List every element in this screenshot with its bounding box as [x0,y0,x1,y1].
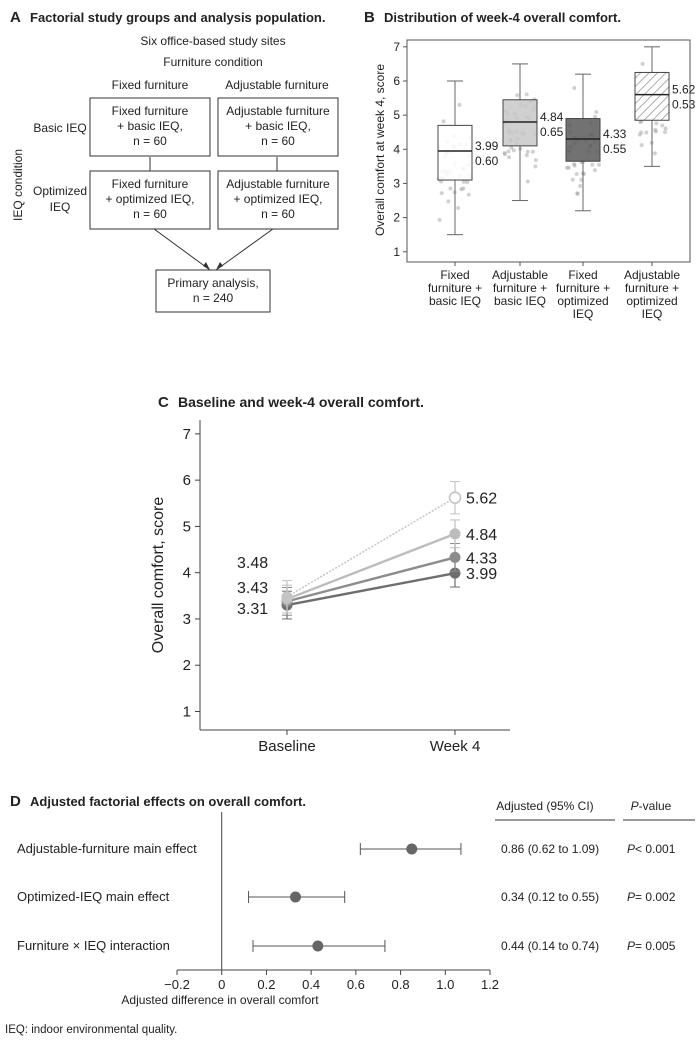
row-label: Adjustable-furniture main effect [17,841,197,856]
x-tick-label: IEQ [572,307,594,321]
data-point [597,163,601,167]
p-value-text: P= 0.005 [627,939,676,953]
series-line [287,557,455,601]
week4-value-label: 4.84 [466,526,498,544]
x-tick-label: furniture + [555,281,611,295]
series-point [450,552,461,563]
x-tick-label: Fixed [568,268,598,282]
x-tick-label: basic IEQ [428,294,482,308]
baseline-value-label: 3.48 [237,555,269,572]
sd-label: 0.55 [603,142,627,157]
data-point [442,119,446,123]
estimate-column-header: Adjusted (95% CI) [496,799,594,813]
panel-d-xlabel: Adjusted difference in overall comfort [121,993,319,1007]
group-box-text: + basic IEQ, [117,119,183,133]
group-box-text: n = 60 [261,134,295,148]
box-iqr [438,125,472,180]
data-point [461,187,465,191]
panel-c-ylabel: Overall comfort, score [150,496,167,654]
data-point [458,103,462,107]
data-point [654,129,658,133]
sd-label: 0.65 [540,124,564,139]
x-tick-label: Fixed [440,268,470,282]
x-tick-label: optimized [626,294,678,308]
series-point [282,591,293,602]
data-point [575,192,579,196]
group-box-text: + basic IEQ, [245,119,311,133]
data-point [571,178,575,182]
data-point [440,191,444,195]
group-box-text: n = 60 [133,134,167,148]
week4-value-label: 3.99 [466,566,498,584]
x-tick-label: 0.6 [346,977,365,992]
x-tick-label: Week 4 [429,738,481,755]
x-tick-label: 0.8 [391,977,410,992]
data-point [654,121,658,125]
data-point [467,193,471,197]
data-point [638,133,642,137]
y-tick-label: 3 [393,176,400,191]
x-tick-label: −0.2 [164,977,190,992]
panel-b-title: Distribution of week-4 overall comfort. [384,10,621,25]
col-adjustable-text: Adjustable furniture [225,78,329,92]
panel-c-title: Baseline and week-4 overall comfort. [178,394,424,410]
primary-analysis-text: Primary analysis, [167,276,259,290]
y-tick-label: 7 [182,425,191,443]
point-estimate [312,941,323,952]
x-tick-label: furniture + [492,281,548,295]
primary-analysis-text: n = 240 [192,291,234,305]
group-box-text: Adjustable furniture [226,104,330,118]
row-optimized-text-1: Optimized [32,184,88,198]
data-point [448,186,452,190]
row-label: Optimized-IEQ main effect [17,889,170,904]
panel-c [150,394,510,755]
y-tick-label: 6 [393,73,400,88]
mean-label: 4.84 [540,109,564,124]
x-tick-label: 0.2 [257,977,276,992]
footnote: IEQ: indoor environmental quality. [5,1024,178,1036]
x-tick-label: furniture + [624,281,680,295]
data-point [438,218,442,222]
p-value-text: P< 0.001 [627,842,676,856]
box-iqr [566,119,600,162]
group-box-text: n = 60 [261,207,295,221]
data-point [653,151,657,155]
group-box-text: + optimized IEQ, [233,192,323,206]
x-tick-label: optimized [557,294,609,308]
data-point [641,62,645,66]
panel-d [10,793,695,1007]
group-box-text: + optimized IEQ, [105,192,195,206]
col-fixed-text: Fixed furniture [111,78,189,92]
furniture-condition-text: Furniture condition [163,55,263,69]
data-point [575,172,579,176]
data-point [572,86,576,90]
arrow-line [216,226,277,270]
group-box-text: Fixed furniture [111,104,189,118]
x-tick-label: 1.0 [436,977,455,992]
x-tick-label: 0 [218,977,226,992]
data-point [515,93,519,97]
data-point [640,143,644,147]
panel-b [364,9,696,321]
data-point [534,158,538,162]
data-point [593,168,597,172]
data-point [512,148,516,152]
series-point [450,492,461,503]
data-point [573,164,577,168]
panel-a-title: Factorial study groups and analysis population. [30,10,326,25]
panel-c-label: C [158,394,169,411]
box-iqr [503,100,537,146]
data-point [638,120,642,124]
panel-d-label: D [10,793,21,810]
data-point [525,153,529,157]
data-point [506,149,510,153]
data-point [531,150,535,154]
data-point [663,130,667,134]
row-optimized-text-2: IEQ [49,200,71,214]
estimate-ci-text: 0.34 (0.12 to 0.55) [501,890,600,904]
y-tick-label: 4 [182,564,191,582]
y-tick-label: 7 [393,39,400,54]
series-line [287,498,455,597]
x-tick-label: Baseline [258,738,316,755]
group-box-text: n = 60 [133,207,167,221]
y-tick-label: 6 [182,472,191,490]
x-tick-label: basic IEQ [493,294,547,308]
data-point [503,152,507,156]
data-point [465,180,469,184]
group-box-text: Fixed furniture [111,177,189,191]
data-point [525,92,529,96]
data-point [590,163,594,167]
y-tick-label: 5 [182,518,191,536]
sites-text: Six office-based study sites [140,34,286,48]
data-point [507,155,511,159]
y-tick-label: 3 [182,610,191,628]
week4-value-label: 4.33 [466,550,498,568]
x-tick-label: Adjustable [491,268,549,282]
baseline-value-label: 3.31 [237,601,269,618]
panel-b-label: B [364,9,375,26]
panel-a-label: A [10,9,21,26]
data-point [526,150,530,154]
p-column-header: P-value [630,799,672,813]
y-tick-label: 1 [182,703,191,721]
arrow-line [150,226,210,270]
panel-a [10,9,338,312]
mean-label: 5.62 [672,82,696,97]
baseline-value-label: 3.43 [237,580,269,597]
sd-label: 0.60 [475,154,499,168]
y-tick-label: 5 [393,108,400,123]
data-point [660,123,664,127]
arrow-head-icon [203,262,210,270]
week4-value-label: 5.62 [466,490,498,508]
x-tick-label: furniture + [427,281,483,295]
data-point [644,131,648,135]
y-tick-label: 2 [182,657,191,675]
data-point [446,199,450,203]
box-iqr [635,72,669,120]
series-point [450,528,461,539]
x-tick-label: IEQ [641,307,663,321]
data-point [664,127,668,131]
data-point [456,206,460,210]
ieq-condition-text: IEQ condition [11,148,25,222]
sd-label: 0.53 [672,97,696,112]
y-tick-label: 1 [393,244,400,259]
row-basic-text: Basic IEQ [33,121,87,135]
x-tick-label: 1.2 [480,977,500,992]
point-estimate [406,844,417,855]
y-tick-label: 4 [393,142,400,157]
estimate-ci-text: 0.44 (0.14 to 0.74) [501,939,600,953]
estimate-ci-text: 0.86 (0.62 to 1.09) [501,842,600,856]
x-tick-label: 0.4 [302,977,321,992]
data-point [526,179,530,183]
group-box-text: Adjustable furniture [226,177,330,191]
p-value-text: P= 0.002 [627,890,676,904]
panel-b-ylabel: Overall comfort at week 4, score [373,63,387,237]
mean-label: 4.33 [603,127,627,142]
data-point [533,164,537,168]
panel-d-title: Adjusted factorial effects on overall comfort. [30,794,306,809]
x-tick-label: Adjustable [623,268,681,282]
row-label: Furniture × IEQ interaction [17,938,170,953]
y-tick-label: 2 [393,210,400,225]
data-point [567,166,571,170]
arrow-head-icon [216,262,223,270]
mean-label: 3.99 [475,139,499,153]
data-point [578,184,582,188]
data-point [594,110,598,114]
point-estimate [290,892,301,903]
